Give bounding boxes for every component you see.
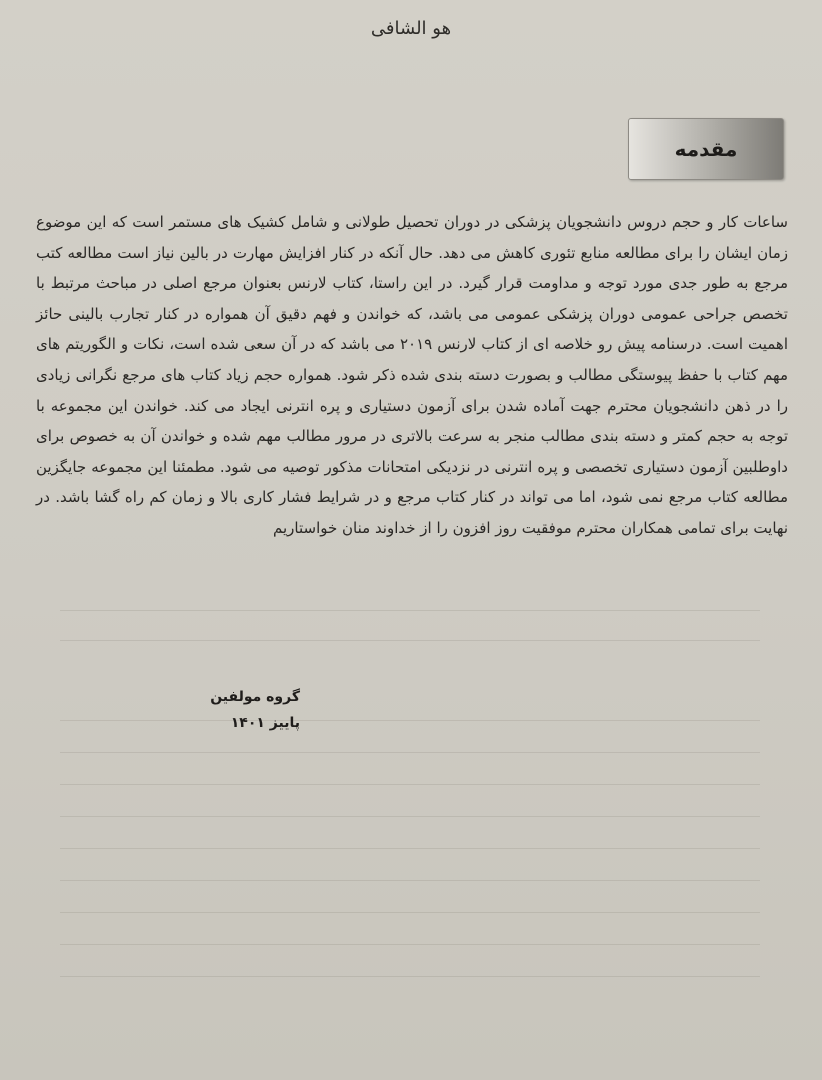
bleed-line bbox=[60, 944, 760, 945]
bleed-line bbox=[60, 816, 760, 817]
intro-paragraph: ساعات کار و حجم دروس دانشجویان پزشکی در دوران تحصیل طولانی و شامل کشیک های مستمر است که این موضوع زمان ایشان را برای مطالعه منابع تئوری کاهش می دهد. حال آنکه در کنار افزایش مهارت در بالین نیاز است مطالعه کتب مرجع به طور جدی مورد توجه و مداومت قرار گیرد. در این راستا، کتاب لارنس بعنوان مرجع اصلی در مباحث مرتبط با تخصص جراحی عمومی دوران پزشکی عمومی می باشد، که خواندن و فهم دقیق آن همواره در کنار تجارب بالینی حائز اهمیت است. درسنامه پیش رو خلاصه ای از کتاب لارنس ۲۰۱۹ می باشد که در آن سعی شده است، نکات و الگوریتم های مهم کتاب با حفظ پیوستگی مطالب و بصورت دسته بندی شده ذکر شود. همواره حجم زیاد کتاب های مرجع نگرانی زیادی را در ذهن دانشجویان محترم جهت آماده شدن برای آزمون دستیاری و پره انترنی ایجاد می کند. خواندن این مجموعه با توجه به حجم کمتر و دسته بندی مطالب منجر به سرعت بالاتری در مرور مطالب مهم شده و خواندن آن به خصوص برای داوطلبین آزمون دستیاری تخصصی و پره انترنی در نزدیکی امتحانات مذکور توصیه می شود. مطمئنا این مجموعه جایگزین مطالعه کتاب مرجع نمی شود، اما می تواند در کنار کتاب مرجع و در شرایط فشار کاری بالا و زمان کم راه گشا باشد. در نهایت برای تمامی همکاران محترم موفقیت روز افزون را از خداوند منان خواستاریم bbox=[36, 213, 788, 537]
signature-date: پاییز ۱۴۰۱ bbox=[230, 715, 300, 731]
signature-block bbox=[120, 684, 300, 736]
bleed-line bbox=[60, 752, 760, 753]
bleed-line bbox=[60, 848, 760, 849]
signature-group: گروه مولفین bbox=[210, 689, 300, 705]
bleed-line bbox=[60, 640, 760, 641]
section-title: مقدمه bbox=[674, 137, 738, 161]
bleed-line bbox=[60, 976, 760, 977]
bleed-line bbox=[60, 912, 760, 913]
bleed-line bbox=[60, 880, 760, 881]
bleed-line bbox=[60, 610, 760, 611]
page-header-title: هو الشافی bbox=[370, 18, 452, 39]
section-heading-box bbox=[628, 118, 784, 180]
bleed-line bbox=[60, 784, 760, 785]
